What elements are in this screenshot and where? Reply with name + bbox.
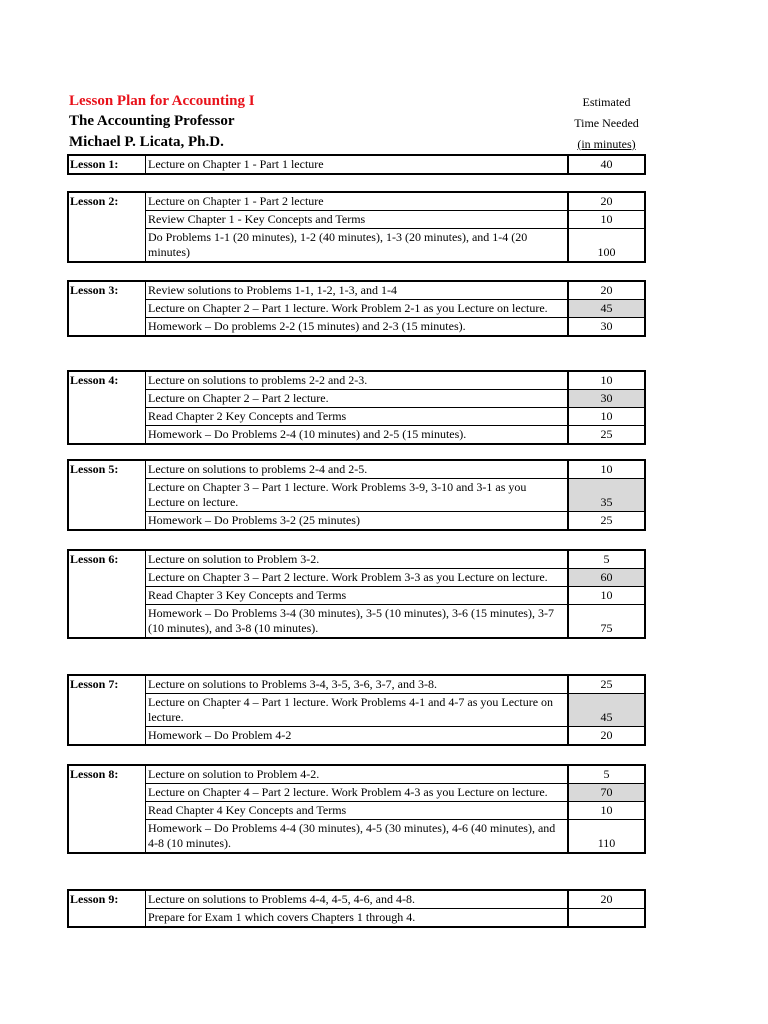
- activity-description: Prepare for Exam 1 which covers Chapters 1 through 4.: [146, 909, 569, 926]
- lesson-row: [146, 569, 644, 587]
- lesson-label-cell: [69, 891, 146, 926]
- estimated-minutes: 10: [600, 588, 613, 602]
- estimated-minutes: 10: [600, 373, 613, 387]
- lesson-block: [67, 370, 646, 445]
- activity-description: Read Chapter 4 Key Concepts and Terms: [146, 802, 569, 819]
- lesson-block: [67, 674, 646, 746]
- activity-description: Lecture on solutions to problems 2-2 and 2-3.: [146, 372, 569, 389]
- lesson-row: [146, 193, 644, 211]
- activity-description: Read Chapter 2 Key Concepts and Terms: [146, 408, 569, 425]
- lesson-row: [146, 512, 644, 529]
- estimated-minutes: 5: [603, 767, 610, 781]
- activity-description: Lecture on Chapter 1 - Part 1 lecture: [146, 156, 569, 173]
- lesson-label-cell: [69, 461, 146, 529]
- lesson-row: [146, 156, 644, 173]
- activity-description: Homework – Do Problems 3-2 (25 minutes): [146, 512, 569, 529]
- lesson-block: [67, 280, 646, 337]
- lesson-label-cell: [69, 372, 146, 443]
- lesson-block: [67, 889, 646, 928]
- lesson-label-cell: [69, 193, 146, 261]
- activity-description: Lecture on Chapter 3 – Part 2 lecture. Work Problem 3-3 as you Lecture on lecture.: [146, 569, 569, 586]
- estimated-minutes: 110: [597, 836, 616, 850]
- activity-description: Lecture on solution to Problem 4-2.: [146, 766, 569, 783]
- activity-description: Lecture on solutions to Problems 4-4, 4-5, 4-6, and 4-8.: [146, 891, 569, 908]
- lesson-label: Lesson 4:: [70, 373, 119, 387]
- lesson-block: [67, 191, 646, 263]
- lesson-row: [146, 408, 644, 426]
- estimated-minutes: 30: [600, 319, 613, 333]
- lesson-row: [146, 229, 644, 261]
- lesson-label-cell: [69, 282, 146, 335]
- activity-description: Lecture on Chapter 2 – Part 2 lecture.: [146, 390, 569, 407]
- estimated-minutes: [569, 909, 644, 926]
- lesson-block: [67, 154, 646, 175]
- activity-description: Lecture on solutions to problems 2-4 and 2-5.: [146, 461, 569, 478]
- activity-description: Homework – Do Problems 2-4 (10 minutes) and 2-5 (15 minutes).: [146, 426, 569, 443]
- estimated-minutes: 35: [569, 479, 644, 511]
- activity-description: Review Chapter 1 - Key Concepts and Terms: [146, 211, 569, 228]
- lesson-row: [146, 551, 644, 569]
- lesson-row: [146, 211, 644, 229]
- lesson-row: [146, 802, 644, 820]
- document-author: Michael P. Licata, Ph.D.: [69, 134, 224, 150]
- lesson-block: [67, 459, 646, 531]
- lesson-row: [146, 820, 644, 852]
- activity-description: Do Problems 1-1 (20 minutes), 1-2 (40 minutes), 1-3 (20 minutes), and 1-4 (20 minutes): [146, 229, 569, 261]
- lesson-label: Lesson 7:: [70, 677, 119, 691]
- activity-description: Review solutions to Problems 1-1, 1-2, 1-3, and 1-4: [146, 282, 569, 299]
- estimated-minutes: 10: [600, 462, 613, 476]
- lesson-row: [146, 372, 644, 390]
- estimated-minutes: 10: [600, 409, 613, 423]
- lesson-label-cell: [69, 766, 146, 852]
- estimated-minutes: 25: [600, 427, 613, 441]
- estimated-minutes: 20: [600, 728, 613, 742]
- lesson-row: [146, 479, 644, 512]
- lesson-row: [146, 766, 644, 784]
- lesson-row: [146, 784, 644, 802]
- lesson-label: Lesson 1:: [70, 157, 119, 171]
- lesson-row: [146, 300, 644, 318]
- lesson-label-cell: [69, 551, 146, 637]
- document-subtitle: The Accounting Professor: [69, 113, 235, 129]
- estimated-minutes: 100: [597, 245, 616, 259]
- time-header-line-3: (in minutes): [577, 137, 636, 151]
- lesson-label: Lesson 3:: [70, 283, 119, 297]
- lesson-row: [146, 390, 644, 408]
- lesson-block: [67, 549, 646, 639]
- lesson-label: Lesson 6:: [70, 552, 119, 566]
- lesson-label: Lesson 9:: [70, 892, 119, 906]
- activity-description: Lecture on solutions to Problems 3-4, 3-5, 3-6, 3-7, and 3-8.: [146, 676, 569, 693]
- estimated-minutes: 20: [600, 194, 613, 208]
- lesson-row: [146, 891, 644, 909]
- lesson-label-cell: [69, 676, 146, 744]
- activity-description: Lecture on Chapter 2 – Part 1 lecture. Work Problem 2-1 as you Lecture on lecture.: [146, 300, 569, 317]
- lesson-row: [146, 318, 644, 335]
- estimated-minutes: 10: [600, 803, 613, 817]
- time-header-line-2: Time Needed: [574, 116, 639, 130]
- lesson-row: [146, 461, 644, 479]
- estimated-minutes: 45: [569, 300, 644, 317]
- lesson-block: [67, 764, 646, 854]
- activity-description: Read Chapter 3 Key Concepts and Terms: [146, 587, 569, 604]
- activity-description: Lecture on Chapter 4 – Part 2 lecture. Work Problem 4-3 as you Lecture on lecture.: [146, 784, 569, 801]
- estimated-minutes: 10: [600, 212, 613, 226]
- estimated-minutes: 75: [600, 621, 613, 635]
- lesson-label: Lesson 5:: [70, 462, 119, 476]
- estimated-minutes: 45: [569, 694, 644, 726]
- time-header-line-1: Estimated: [582, 95, 631, 109]
- activity-description: Lecture on Chapter 4 – Part 1 lecture. Work Problems 4-1 and 4-7 as you Lecture on lecture.: [146, 694, 569, 726]
- activity-description: Lecture on solution to Problem 3-2.: [146, 551, 569, 568]
- activity-description: Lecture on Chapter 3 – Part 1 lecture. Work Problems 3-9, 3-10 and 3-1 as you Lecture on lecture.: [146, 479, 569, 511]
- document-title: Lesson Plan for Accounting I: [69, 93, 255, 109]
- lesson-row: [146, 727, 644, 744]
- estimated-minutes: 20: [600, 283, 613, 297]
- lesson-row: [146, 909, 644, 926]
- lesson-label: Lesson 8:: [70, 767, 119, 781]
- estimated-minutes: 25: [600, 677, 613, 691]
- lesson-label: Lesson 2:: [70, 194, 119, 208]
- estimated-minutes: 5: [603, 552, 610, 566]
- estimated-minutes: 20: [600, 892, 613, 906]
- lesson-row: [146, 676, 644, 694]
- lesson-row: [146, 605, 644, 637]
- estimated-minutes: 60: [569, 569, 644, 586]
- activity-description: Homework – Do Problem 4-2: [146, 727, 569, 744]
- lesson-row: [146, 282, 644, 300]
- activity-description: Homework – Do problems 2-2 (15 minutes) and 2-3 (15 minutes).: [146, 318, 569, 335]
- estimated-minutes: 40: [600, 157, 613, 171]
- estimated-minutes: 70: [569, 784, 644, 801]
- activity-description: Lecture on Chapter 1 - Part 2 lecture: [146, 193, 569, 210]
- activity-description: Homework – Do Problems 3-4 (30 minutes), 3-5 (10 minutes), 3-6 (15 minutes), 3-7 (10 minutes), and 3-8 (10 minutes).: [146, 605, 569, 637]
- estimated-minutes: 30: [569, 390, 644, 407]
- estimated-minutes: 25: [600, 513, 613, 527]
- lesson-row: [146, 587, 644, 605]
- lesson-row: [146, 426, 644, 443]
- lesson-row: [146, 694, 644, 727]
- activity-description: Homework – Do Problems 4-4 (30 minutes), 4-5 (30 minutes), 4-6 (40 minutes), and 4-8 (10 minutes).: [146, 820, 569, 852]
- lesson-label-cell: [69, 156, 146, 173]
